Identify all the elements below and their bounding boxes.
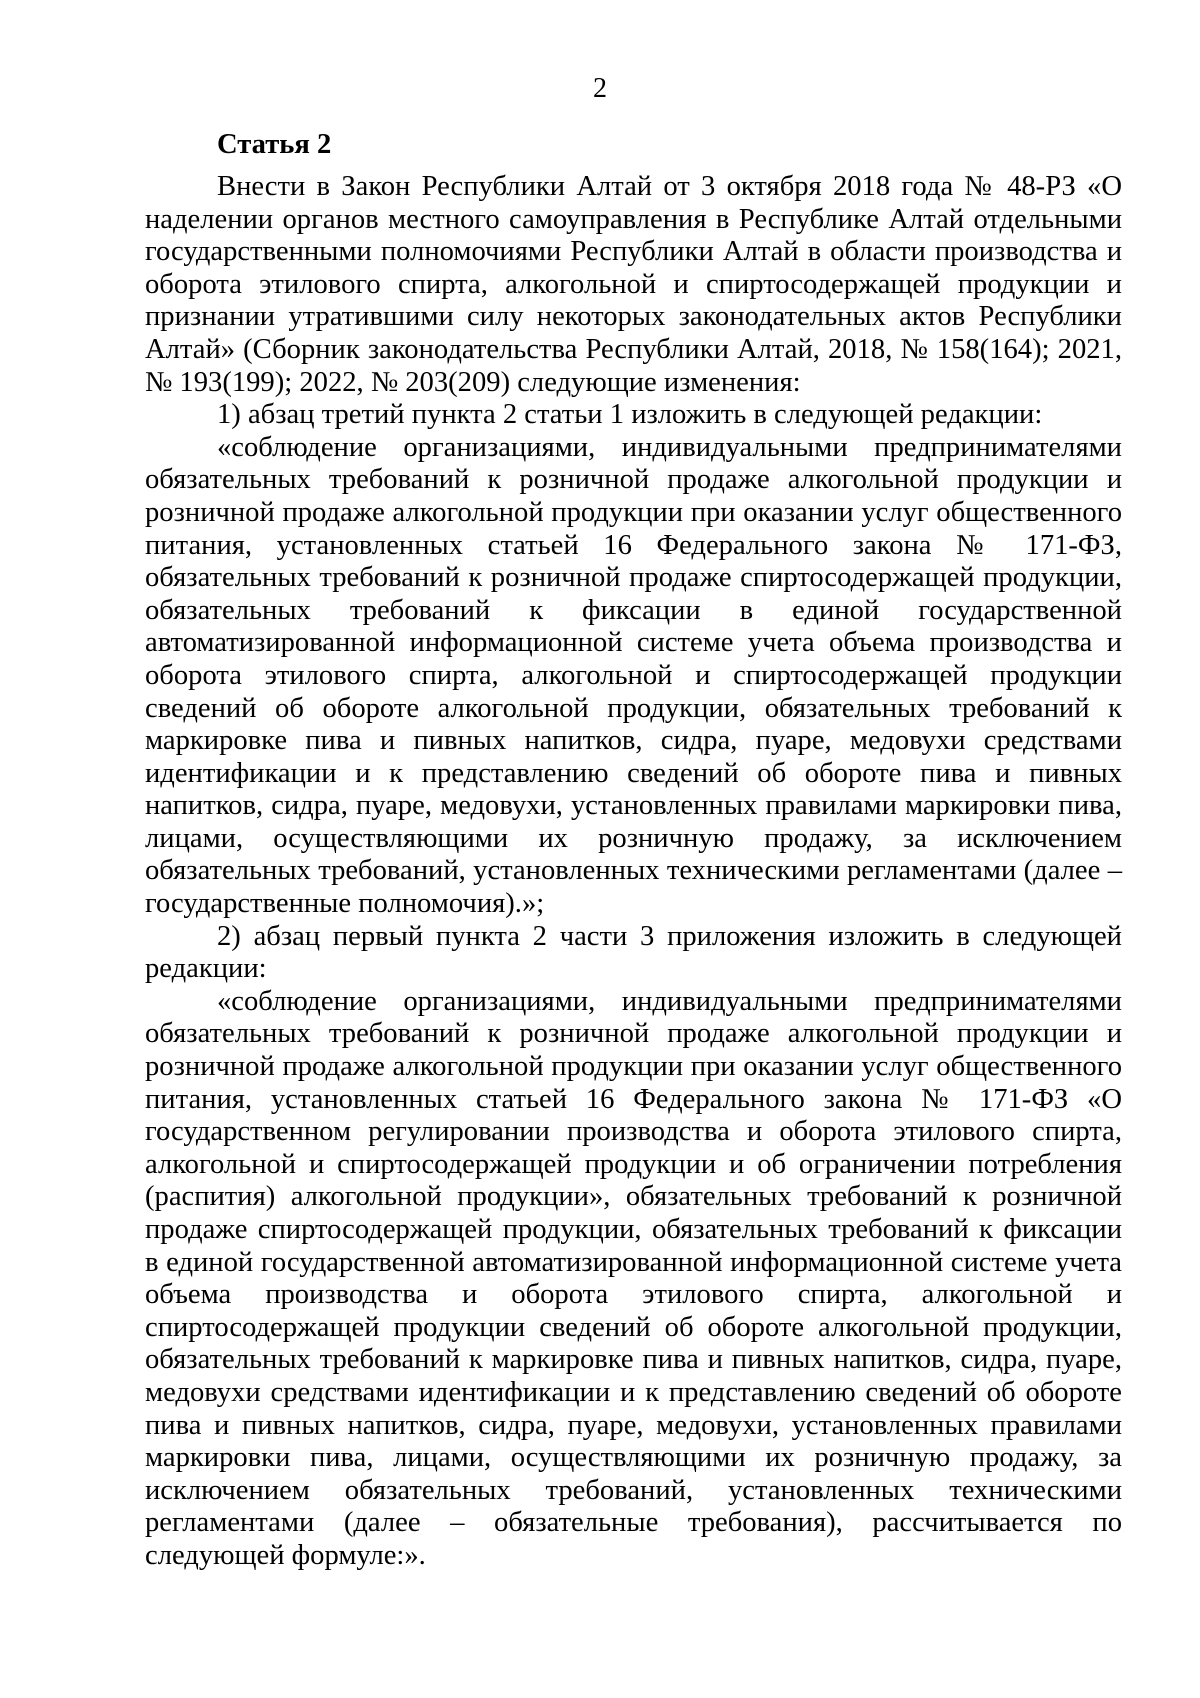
document-body <box>145 128 1122 1573</box>
paragraph-item-1: 1) абзац третий пункта 2 статьи 1 изложить в следующей редакции: <box>217 399 1043 431</box>
page-number: 2 <box>593 73 607 104</box>
paragraph-item-2-text: «соблюдение организациями, индивидуальными предпринимателями обязательных требований к розничной продаже алкогольной продукции и розничной продаже алкогольной продукции при оказании услуг общественного питания, установленных статьей 16 Федерального закона № 171-ФЗ «О государственном регулировании производства и оборота этилового спирта, алкогольной и спиртосодержащей продукции и об ограничении потребления (распития) алкогольной продукции», обязательных требований к розничной продаже спиртосодержащей продукции, обязательных требований к фиксации в единой государственной автоматизированной информационной системе учета объема производства и оборота этилового спирта, алкогольной и спиртосодержащей продукции сведений об обороте алкогольной продукции, обязательных требований к маркировке пива и пивных напитков, сидра, пуаре, медовухи средствами идентификации и к представлению сведений об обороте пива и пивных напитков, сидра, пуаре, медовухи, установленных правилами маркировки пива, лицами, осуществляющими их розничную продажу, за исключением обязательных требований, установленных техническими регламентами (далее – обязательные требования), рассчитывается по следующей формуле:». <box>145 985 1122 1571</box>
paragraph-item-1-text: «соблюдение организациями, индивидуальными предпринимателями обязательных требований к розничной продаже алкогольной продукции и розничной продаже алкогольной продукции при оказании услуг общественного питания, установленных статьей 16 Федерального закона № 171-ФЗ, обязательных требований к розничной продаже спиртосодержащей продукции, обязательных требований к фиксации в единой государственной автоматизированной информационной системе учета объема производства и оборота этилового спирта, алкогольной и спиртосодержащей продукции сведений об обороте алкогольной продукции, обязательных требований к маркировке пива и пивных напитков, сидра, пуаре, медовухи средствами идентификации и к представлению сведений об обороте пива и пивных напитков, сидра, пуаре, медовухи, установленных правилами маркировки пива, лицами, осуществляющими их розничную продажу, за исключением обязательных требований, установленных техническими регламентами (далее – государственные полномочия).»; <box>145 431 1122 920</box>
paragraph-item-2: 2) абзац первый пункта 2 части 3 приложения изложить в следующей редакции: <box>145 920 1122 985</box>
paragraph-intro: Внести в Закон Республики Алтай от 3 октября 2018 года № 48-РЗ «О наделении органов местного самоуправления в Республике Алтай отдельными государственными полномочиями Республики Алтай в области производства и оборота этилового спирта, алкогольной и спиртосодержащей продукции и признании утратившими силу некоторых законодательных актов Республики Алтай» (Сборник законодательства Республики Алтай, 2018, № 158(164); 2021, № 193(199); 2022, № 203(209) следующие изменения: <box>145 171 1122 398</box>
article-title: Статья 2 <box>217 129 332 160</box>
